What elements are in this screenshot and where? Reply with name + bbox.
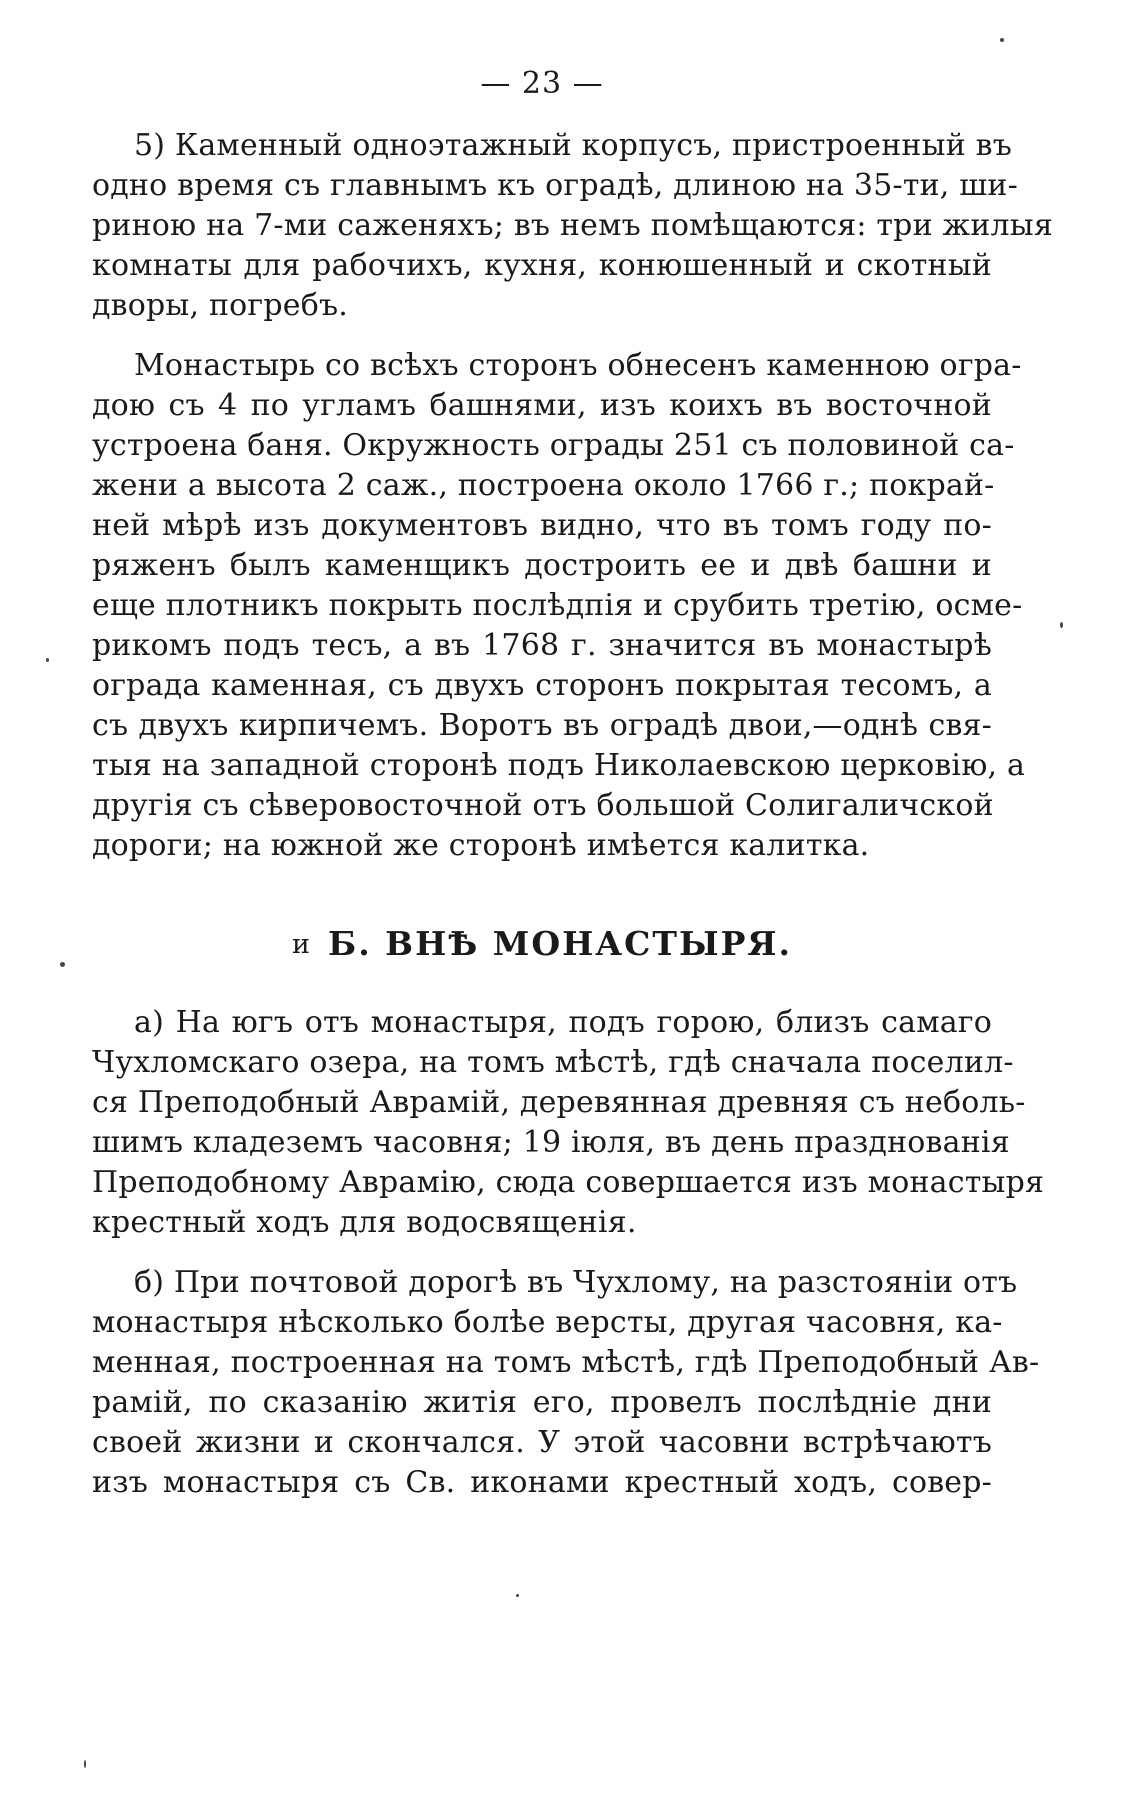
paragraph-building-description xyxy=(92,126,1053,326)
paragraph-chapel-a xyxy=(92,1003,1045,1243)
text-line: дороги; на южной же сторонѣ имѣется калитка. xyxy=(92,828,870,863)
text-line: жени а высота 2 саж., построена около 1766 г.; покрай- xyxy=(92,468,995,503)
text-line: а) На югъ отъ монастыря, подъ горою, близъ самаго xyxy=(134,1005,992,1040)
text-line: другія съ сѣверовосточной отъ большой Солигаличской xyxy=(92,788,994,823)
text-line: изъ монастыря съ Св. иконами крестный ходъ, совер- xyxy=(92,1465,992,1500)
text-line: Чухломскаго озера, на томъ мѣстѣ, гдѣ сначала поселил- xyxy=(92,1045,1014,1080)
text-line: ней мѣрѣ изъ документовъ видно, что въ томъ году по- xyxy=(92,508,992,543)
text-line: ся Преподобный Аврамій, деревянная древняя съ неболь- xyxy=(92,1085,1026,1120)
text-line: ограда каменная, съ двухъ сторонъ покрытая тесомъ, а xyxy=(92,668,992,703)
text-line: 5) Каменный одноэтажный корпусъ, пристроенный въ xyxy=(134,128,1013,163)
section-heading-prefix: и xyxy=(292,929,310,960)
scan-speck xyxy=(60,962,65,967)
text-line: менная, построенная на томъ мѣстѣ, гдѣ Преподобный Ав- xyxy=(92,1345,1040,1380)
text-line: рикомъ подъ тесъ, а въ 1768 г. значится въ монастырѣ xyxy=(92,628,992,663)
section-heading-title: Б. ВНѢ МОНАСТЫРЯ. xyxy=(328,924,792,963)
text-line: дворы, погребъ. xyxy=(92,288,348,323)
scan-speck xyxy=(516,1594,519,1597)
scan-speck xyxy=(46,658,49,662)
text-line: шимъ кладеземъ часовня; 19 іюля, въ день празднованія xyxy=(92,1125,1010,1160)
text-line: еще плотникъ покрыть послѣдпія и срубить третію, осме- xyxy=(92,588,1023,623)
text-line: монастыря нѣсколько болѣе версты, другая часовня, ка- xyxy=(92,1305,1003,1340)
book-page xyxy=(92,60,1053,1780)
section-heading xyxy=(92,922,992,967)
text-line: Монастырь со всѣхъ сторонъ обнесенъ каменною огра- xyxy=(134,348,1022,383)
text-line: съ двухъ кирпичемъ. Воротъ въ оградѣ двои,—однѣ свя- xyxy=(92,708,992,743)
paragraph-chapel-b xyxy=(92,1263,1040,1503)
text-line: комнаты для рабочихъ, кухня, конюшенный и скотный xyxy=(92,248,992,283)
text-line: рамій, по сказанію житія его, провелъ послѣдніе дни xyxy=(92,1385,992,1420)
scan-speck xyxy=(84,1760,86,1768)
page-number: — 23 — xyxy=(480,66,604,101)
text-line: одно время съ главнымъ къ оградѣ, длиною на 35-ти, ши- xyxy=(92,168,1018,203)
text-line: устроена баня. Окружность ограды 251 съ половиной са- xyxy=(92,428,1015,463)
text-line: ряженъ былъ каменщикъ достроить ее и двѣ башни и xyxy=(92,548,992,583)
text-line: Преподобному Аврамію, сюда совершается изъ монастыря xyxy=(92,1165,1045,1200)
scan-speck xyxy=(1000,38,1004,42)
scan-speck xyxy=(1060,622,1063,628)
text-line: крестный ходъ для водосвященія. xyxy=(92,1205,637,1240)
text-line: б) При почтовой дорогѣ въ Чухлому, на разстояніи отъ xyxy=(134,1265,1018,1300)
paragraph-monastery-wall xyxy=(92,346,1026,866)
text-line: своей жизни и скончался. У этой часовни встрѣчаютъ xyxy=(92,1425,992,1460)
text-line: дою съ 4 по угламъ башнями, изъ коихъ въ восточной xyxy=(92,388,992,423)
text-line: тыя на западной сторонѣ подъ Николаевскою церковію, а xyxy=(92,748,1026,783)
text-line: риною на 7-ми саженяхъ; въ немъ помѣщаются: три жилыя xyxy=(92,208,1053,243)
